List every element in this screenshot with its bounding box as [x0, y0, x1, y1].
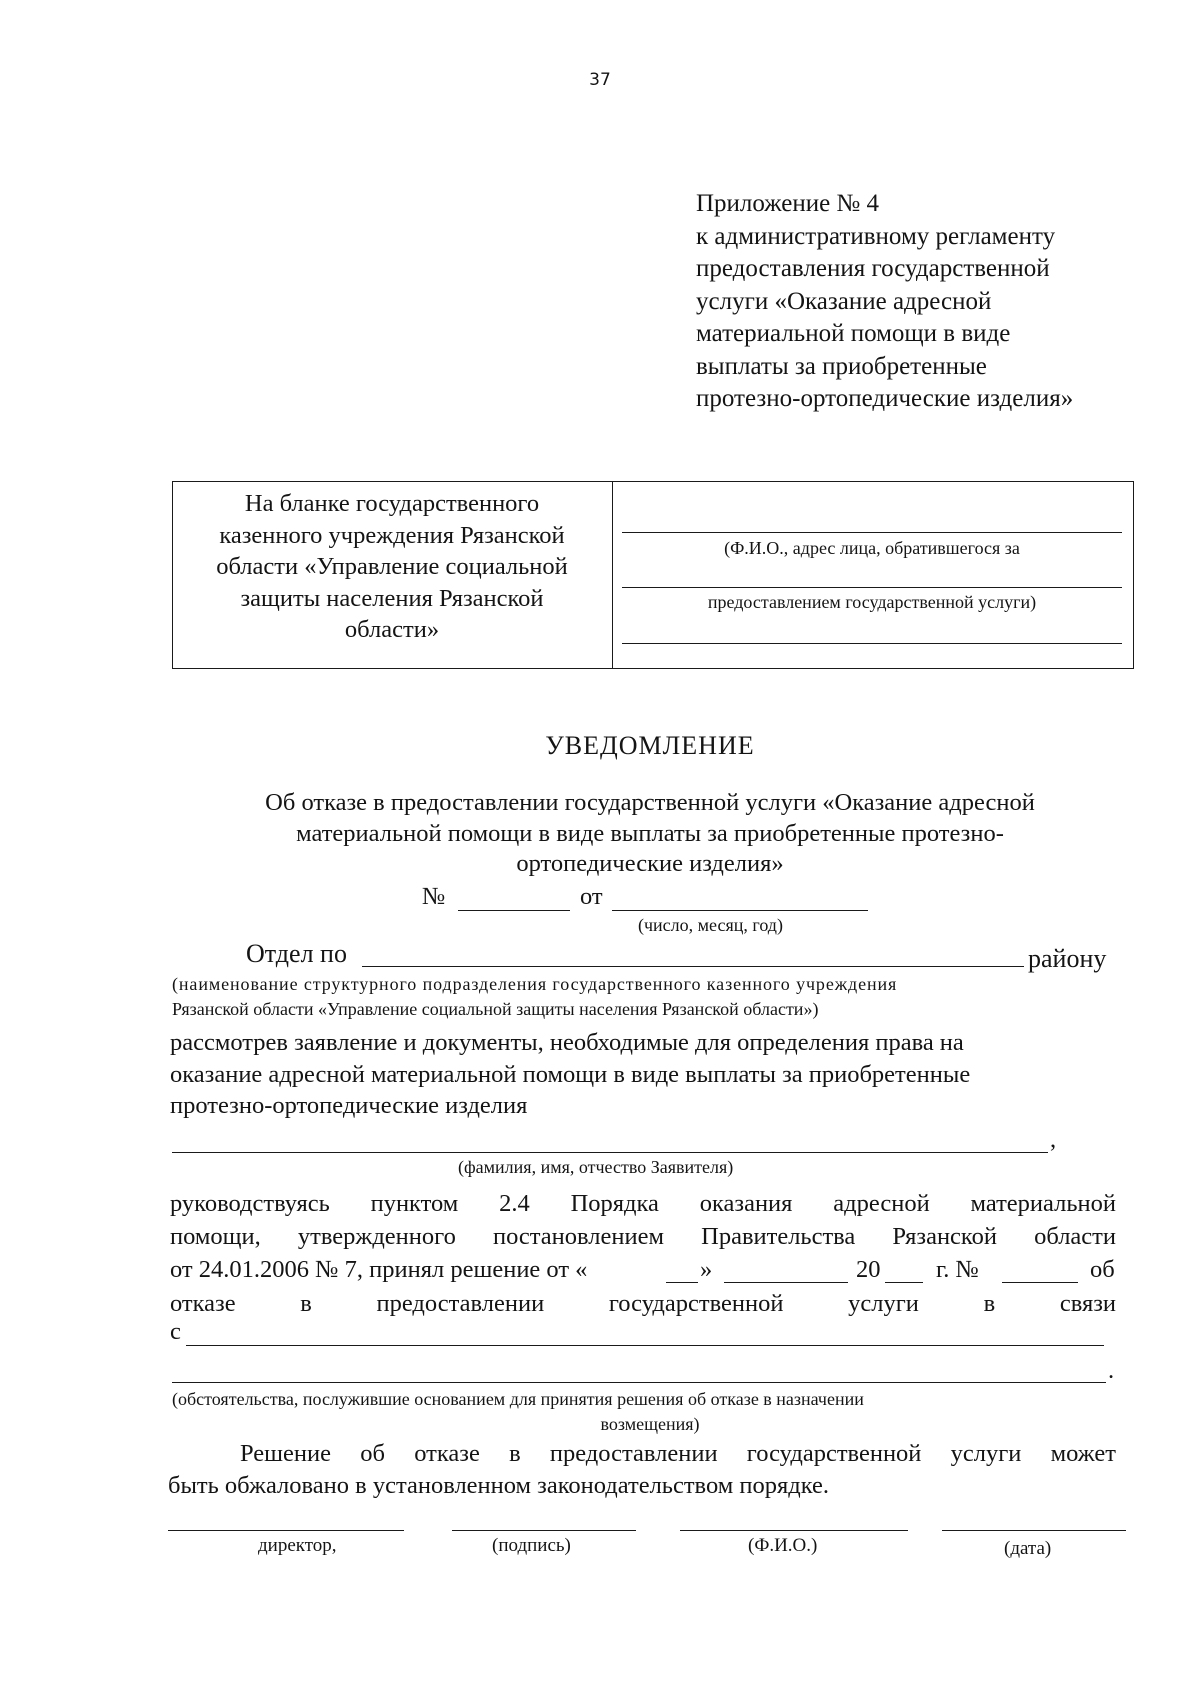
quote-close: » — [700, 1256, 713, 1283]
year-blank — [885, 1282, 923, 1283]
subtitle-line: ортопедические изделия» — [516, 850, 784, 877]
signature-caption: (подпись) — [492, 1535, 571, 1556]
document-title: УВЕДОМЛЕНИЕ — [545, 731, 755, 760]
letterhead-note — [180, 488, 604, 646]
appendix-line: Приложение № 4 — [696, 190, 880, 217]
from-label: от — [580, 883, 603, 910]
circumstances-caption-line-1: (обстоятельства, послужившие основанием для принятия решения об отказе в назначении — [172, 1389, 864, 1409]
review-line: рассмотрев заявление и документы, необходимые для определения права на — [170, 1029, 964, 1056]
appendix-line: выплаты за приобретенные — [696, 352, 987, 380]
appeal-line-2: быть обжаловано в установленном законодательством порядке. — [168, 1472, 830, 1499]
department-caption-line-2: Рязанской области «Управление социальной защиты населения Рязанской области») — [172, 999, 819, 1019]
recipient-caption-2: предоставлением государственной услуги) — [707, 592, 1037, 612]
number-blank — [458, 910, 570, 911]
page-number: 37 — [589, 70, 611, 90]
year-suffix: г. № — [936, 1256, 979, 1283]
decision-line-3-end: об — [1090, 1256, 1115, 1283]
reason-blank-2 — [172, 1382, 1106, 1383]
letterhead-line: области «Управление социальной — [216, 553, 568, 580]
applicant-comma: , — [1050, 1126, 1057, 1153]
department-blank — [362, 966, 1024, 967]
director-caption: директор, — [258, 1535, 337, 1556]
appendix-line: услуги «Оказание адресной — [696, 287, 992, 315]
decision-line-5-start: с — [170, 1318, 181, 1345]
appendix-line: предоставления государственной — [696, 255, 1050, 282]
letterhead-line: защиты населения Рязанской — [240, 584, 544, 612]
name-caption: (Ф.И.О.) — [748, 1535, 818, 1556]
number-sign: № — [422, 883, 446, 910]
applicant-blank — [172, 1152, 1048, 1153]
appendix-line: к административному регламенту — [696, 222, 1056, 250]
applicant-caption: (фамилия, имя, отчество Заявителя) — [458, 1157, 734, 1177]
letterhead-line: области» — [344, 616, 440, 643]
review-line: протезно-ортопедические изделия — [170, 1092, 528, 1119]
recipient-line-3 — [622, 643, 1122, 644]
document-subtitle — [140, 788, 1160, 880]
review-paragraph — [170, 1027, 1116, 1122]
reason-period: . — [1108, 1357, 1115, 1384]
date-caption-signature: (дата) — [1004, 1538, 1052, 1559]
decision-line-2: помощи, утвержденного постановлением Правительства Рязанской области — [170, 1223, 1116, 1250]
year-prefix: 20 — [856, 1256, 881, 1283]
recipient-line-1 — [622, 532, 1122, 533]
appendix-block — [696, 188, 1073, 416]
date-line — [942, 1530, 1126, 1531]
review-line: оказание адресной материальной помощи в виде выплаты за приобретенные — [170, 1060, 971, 1088]
department-caption-text-1: (наименование структурного подразделения государственного казенного учреждения — [172, 974, 898, 994]
decision-number-blank — [1002, 1282, 1078, 1283]
decision-line-3-start: от 24.01.2006 № 7, принял решение от « — [170, 1256, 588, 1283]
day-blank — [666, 1282, 698, 1283]
appendix-line: протезно-ортопедические изделия» — [696, 385, 1074, 412]
decision-line-4: отказе в предоставлении государственной услуги в связи — [170, 1290, 1116, 1317]
date-blank — [612, 910, 868, 911]
name-line — [680, 1530, 908, 1531]
circumstances-caption-line-2: возмещения) — [600, 1414, 700, 1434]
recipient-line-2 — [622, 587, 1122, 588]
recipient-caption-1: (Ф.И.О., адрес лица, обратившегося за — [724, 538, 1020, 558]
director-line — [168, 1530, 404, 1531]
header-table-divider — [612, 481, 613, 669]
department-caption — [172, 974, 1116, 995]
letterhead-line: На бланке государственного — [244, 490, 540, 517]
reason-blank-1 — [186, 1345, 1104, 1346]
appendix-line: материальной помощи в виде — [696, 320, 1011, 347]
department-suffix: району — [1028, 944, 1107, 973]
letterhead-line: казенного учреждения Рязанской — [219, 521, 565, 549]
appeal-line-1: Решение об отказе в предоставлении государственной услуги может — [240, 1440, 1116, 1467]
month-blank — [724, 1282, 848, 1283]
department-prefix: Отдел по — [246, 939, 347, 968]
decision-line-1: руководствуясь пунктом 2.4 Порядка оказания адресной материальной — [170, 1190, 1116, 1217]
signature-line — [452, 1530, 636, 1531]
date-caption: (число, месяц, год) — [638, 915, 783, 935]
department-caption-line-1 — [172, 974, 1116, 995]
subtitle-line: Об отказе в предоставлении государственной услуги «Оказание адресной — [265, 789, 1035, 816]
subtitle-line: материальной помощи в виде выплаты за приобретенные протезно- — [296, 819, 1004, 847]
